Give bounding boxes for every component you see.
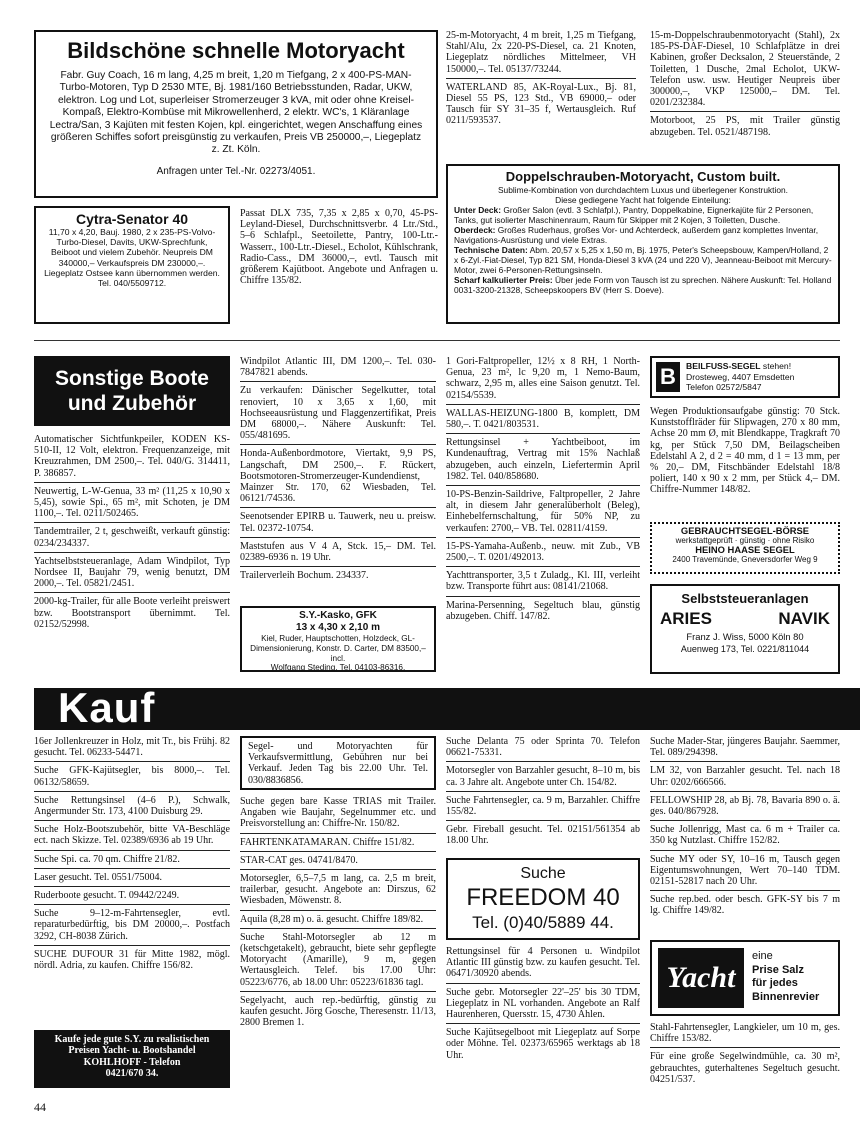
column-2-mid	[240, 356, 436, 584]
yacht-logo: Yacht	[658, 948, 744, 1008]
beilfuss-logo-icon: B	[656, 362, 680, 392]
classified-ad: Suche Fahrtensegler, ca. 9 m, Barzahler. Chiffre 155/82.	[446, 794, 640, 818]
classified-ad: Yachttransporter, 3,5 t Zuladg., Kl. III, verleiht bzw. Transporte führt aus: 08141/21068.	[446, 570, 640, 593]
classified-ad: WATERLAND 85, AK-Royal-Lux., Bj. 81, Diesel 55 PS, 123 Std., VB 69000,– oder Tausch für SY 31–35 f, Wertausgleich. Ruf 0211/593537.	[446, 81, 636, 127]
column-3-kauf	[446, 736, 640, 850]
column-2-kauf	[240, 796, 436, 1031]
yacht-slogan: eine Prise Salz für jedes Binnenrevier	[752, 950, 820, 1003]
column-3-top	[446, 30, 636, 130]
doppel-unterdeck: Unter Deck: Großer Salon (evtl. 3 Schlafpl.), Pantry, Doppelkabine, Eignerkajüte für 2 Personen, Tanks, gut isolierter Maschinenraum, Raum für Skipper mit 2 Kojen, 3 Toiletten, Dusche.	[454, 205, 814, 225]
sy-kasko-ad-box	[240, 606, 436, 672]
cytra-ad-box	[34, 206, 230, 324]
doppel-preis: Scharf kalkulierter Preis: Über jede Form von Tausch ist zu sprechen. Nähere Auskunft: Tel. Holland 0031-3200-21328, Scheepskoopers BV (Herr S. Doeve).	[454, 275, 832, 295]
ad-body: Fabr. Guy Coach, 16 m lang, 4,25 m breit, 1,20 m Tiefgang, 2 x 400-PS-MAN-Turbo-Motoren, Typ D 2530 MTE, Bj. 1981/160 Betriebsstunden, Radar, UKW, elektron. Log und Lot, superleiser Stromerzeuger 3 kVA, mit oder ohne Kreisel-Kompaß, Elektro-Kombüse mit Mikrowellenherd, 2 elektr. WC's, 1 Kläranlage Lectra/San, 3 Kajüten mit festen Kojen, kpl. eingerichtet, wegen Anschaffung eines größeren Schiffes sofort preisgünstig zu verkaufen, Preis VB 250000,–, Liegeplatz z. Zt. Köln.	[49, 70, 423, 156]
classified-ad: Suche Rettungsinsel (4–6 P.), Schwalk, Angermunder Str. 173, 4100 Duisburg 29.	[34, 794, 230, 818]
classified-ad: Yachtselbststeueranlage, Adam Windpilot, Typ Nordsee II, Baujahr 79, wenig benutzt, DM 2000,–. Tel. 05821/2451.	[34, 555, 230, 590]
classified-ad: Windpilot Atlantic III, DM 1200,–. Tel. 030-7847821 abends.	[240, 356, 436, 379]
doppel-oberdeck: Oberdeck: Großes Ruderhaus, großes Vor- und Achterdeck, außerdem ganz komplettes Inventar, Navigations-Ausrüstung und viele Extras.	[454, 225, 819, 245]
kasko-body: Kiel, Ruder, Hauptschotten, Holzdeck, GL-Dimensionierung, Konstr. D. Carter, DM 83500,– incl.	[250, 634, 426, 663]
classified-ad: Automatischer Sichtfunkpeiler, KODEN KS-510-II, 12 Volt, elektron. Frequenzanzeige, mit Kreuzrahmen, DM 2500,–. Tel. 040/G. 314411, P. 386857.	[34, 434, 230, 479]
ad-contact: Anfragen unter Tel.-Nr. 02273/4051.	[156, 165, 316, 177]
classified-ad: Neuwertig, L-W-Genua, 33 m² (11,25 x 10,90 x 5,45), sowie Spi., 65 m², mit Schoten, je DM 1100,–. Tel. 0211/502465.	[34, 485, 230, 520]
classified-ad: Zu verkaufen: Dänischer Segelkutter, total renoviert, 10 x 3,65 x 1,60, mit Hochseeausrüstung und Flaggenzertifikat, Preis DM 68000,–. Nähere Auskunft: Tel. 055/481695.	[240, 385, 436, 442]
classified-ad: FELLOWSHIP 28, ab Bj. 78, Bavaria 890 o. ä. ges. 040/867928.	[650, 794, 840, 818]
classified-ad: Suche Jollenrigg, Mast ca. 6 m + Trailer ca. 350 kg Nutzlast. Chiffre 152/82.	[650, 824, 840, 847]
classified-ad: Marina-Persenning, Segeltuch blau, günstig abzugeben. Chiff. 147/82.	[446, 599, 640, 622]
section-header-sonstige: Sonstige Boote und Zubehör	[34, 356, 230, 426]
classified-ad: 15-PS-Yamaha-Außenb., neuw. mit Zub., VB 2500,–. T. 0201/492013.	[446, 540, 640, 564]
kasko-contact: Wolfgang Steding, Tel. 04103-86316.	[270, 663, 406, 673]
passat-ad	[240, 208, 438, 289]
classified-ad: Motorsegler von Barzahler gesucht, 8–10 m, bis ca. 3 Jahre alt. Angebote unter Ch. 154/82.	[446, 765, 640, 788]
classified-ad: 10-PS-Benzin-Saildrive, Faltpropeller, 2 Jahre alt, in diesem Jahr generalüberholt (Beleg), Einhebelfernschaltung, für 50% NP, zu verkaufen: 2700,– VB. Tel. 02811/4159.	[446, 489, 640, 534]
page-number: 44	[34, 1100, 46, 1114]
cytra-tel: Tel. 040/5509712.	[97, 278, 167, 289]
column-1-kauf	[34, 736, 230, 974]
kohlhoff-ad-box: Kaufe jede gute S.Y. zu realistischen Preisen Yacht- u. Bootshandel KOHLHOFF - Telefon 0421/670 34.	[34, 1030, 230, 1088]
classified-ad: Gebr. Fireball gesucht. Tel. 02151/561354 ab 18.00 Uhr.	[446, 824, 640, 847]
classified-ad: Passat DLX 735, 7,35 x 2,85 x 0,70, 45-PS-Leyland-Diesel, Durchschnittsverbr. 4 Ltr./Std., 5–6 Schlafpl., Seetoilette, Pantry, 100-Ltr.-Wasserr., 100-Ltr.-Diesel., Echolot, Kühlschrank, Radio-Cass., DM 36000,–, evtl. Tausch mit größerem Kajütboot. Angebote und Anfragen u. Chiffre 135/82.	[240, 208, 438, 287]
column-4-kauf	[650, 736, 840, 920]
ad-title: Bildschöne schnelle Motoryacht	[67, 38, 405, 63]
beilfuss-ad-box	[650, 356, 840, 398]
kasko-dims: 13 x 4,30 x 2,10 m	[296, 622, 380, 633]
classified-ad: Suche Mader-Star, jüngeres Baujahr. Saemmer, Tel. 089/294398.	[650, 736, 840, 759]
kasko-title: S.Y.-Kasko, GFK	[299, 610, 377, 621]
classified-ad: Honda-Außenbordmotore, Viertakt, 9,9 PS, Langschaft, DM 2500,–. F. Rückert, Bootsmotoren-Stromerzeuger-Kundendienst, Mainzer Str. 170, 62 Wiesbaden, Tel. 06121/74536.	[240, 448, 436, 505]
column-4-kauf-lower	[650, 1022, 840, 1088]
beilfuss-text: BEILFUSS-SEGEL stehen! Drosteweg, 4407 Emsdetten Telefon 02572/5847	[686, 361, 795, 393]
section-divider	[34, 340, 840, 341]
classified-ad: STAR-CAT ges. 04741/8470.	[240, 854, 358, 866]
classified-ad: Aquila (8,28 m) o. ä. gesucht. Chiffre 189/82.	[240, 913, 424, 925]
gebrauchtsegel-ad-box: GEBRAUCHTSEGEL-BÖRSE werkstattgeprüft · günstig · ohne Risiko HEINO HAASE SEGEL 2400 Travemünde, Gneversdorfer Weg 9	[650, 522, 840, 574]
classified-ad: Suche gegen bare Kasse TRIAS mit Trailer. Angaben wie Baujahr, Segelnummer etc. und Preisvorstellung an: Chiffre-Nr. 150/82.	[240, 796, 436, 830]
classified-ad: Für eine große Segelwindmühle, ca. 30 m², gebrauchtes, guterhaltenes Segeltuch gesucht. 04251/537.	[650, 1051, 840, 1085]
classified-ad: SUCHE DUFOUR 31 für Mitte 1982, mögl. nördl. Adria, zu kaufen. Chiffre 156/82.	[34, 948, 230, 972]
classified-ad: Suche GFK-Kajütsegler, bis 8000,–. Tel. 06132/58659.	[34, 765, 230, 788]
classified-ad: Suche Stahl-Motorsegler ab 12 m (ketschgetakelt), gebraucht, biete sehr gepflegte Motoryacht (Amarille), 9 m, gegen Wertausgleich. Telef. bis 17.00 Uhr: 05223/6776, ab 18.00 Uhr: 05223/61836 tagl.	[240, 931, 436, 988]
classified-ad: LM 32, von Barzahler gesucht. Tel. nach 18 Uhr: 0202/666566.	[650, 765, 840, 788]
classified-ad: Rettungsinsel für 4 Personen u. Windpilot Atlantic III günstig bzw. zu kaufen gesucht. Tel. 06471/30920 abends.	[446, 946, 640, 980]
doppel-technik: Technische Daten: Abm. 20,57 x 5,25 x 1,50 m, Bj. 1975, Peter's Scheepsbouw, Kampen/Holland, 2 x 6-Zyl.-Fiat-Diesel, Typ 821 SM, Honda-Diesel 3 kVA (24 und 220 V), Jeanneau-Beiboot mit Mercury-Motor, zwei 6-Personen-Rettungsinseln.	[454, 245, 832, 275]
classified-ad: Maststufen aus V 4 A, Stck. 15,– DM. Tel. 02389-6936 n. 19 Uhr.	[240, 540, 436, 564]
classified-ad: Suche Holz-Bootszubehör, bitte VA-Beschläge ect. nach Skizze. Tel. 02389/6936 ab 19 Uhr.	[34, 824, 230, 847]
classified-ad: Motorboot, 25 PS, mit Trailer günstig abzugeben. Tel. 0521/487198.	[650, 115, 840, 138]
classified-ad: Trailerverleih Bochum. 234337.	[240, 570, 369, 582]
classified-ad: 25-m-Motoryacht, 4 m breit, 1,25 m Tiefgang, Stahl/Alu, 2x 220-PS-Diesel, ca. 21 Knoten, Liegeplatz nördliches Mittelmeer, VH 150000,–. Tel. 05137/73244.	[446, 30, 636, 75]
classified-ad: Suche rep.bed. oder besch. GFK-SY bis 7 m lg. Chiffre 149/82.	[650, 894, 840, 917]
classified-ad: 15-m-Doppelschraubenmotoryacht (Stahl), 2x 185-PS-DAF-Diesel, 10 Schlafplätze in drei Kabinen, großer Decksalon, 2 Steuerstände, 2 Toiletten, 1 Dusche, 2mal Echolot, UKW-Telefon usw. usw. Heutiger Neupreis über 300000,–, VKP 125000,– DM. Tel. 0201/232384.	[650, 30, 840, 109]
classified-ad: Suche Delanta 75 oder Sprinta 70. Telefon 06621-75331.	[446, 736, 640, 759]
classified-ad: Suche MY oder SY, 10–16 m, Tausch gegen Eigentumswohnungen, Wert 70–140 TDM. 02151-52817 nach 20 Uhr.	[650, 853, 840, 888]
column-3-mid	[446, 356, 640, 625]
classified-ad: Tandemtrailer, 2 t, geschweißt, verkauft günstig: 0234/234337.	[34, 526, 230, 549]
classified-ad: 16er Jollenkreuzer in Holz, mit Tr., bis Frühj. 82 gesucht. Tel. 06233-54471.	[34, 736, 230, 759]
doppel-sub2: Diese gediegene Yacht hat folgende Einteilung:	[555, 195, 731, 205]
classified-ad: Wegen Produktionsaufgabe günstig: 70 Stck. Kunststofflräder für Slipwagen, 270 x 80 mm, Achse 20 mm Ø, mit Blendkappe, Tragkraft 70 kg, per Stück 7,50 DM, Beilagscheiben Edelstahl A 2, d 2 = 40 mm, d 1 = 13 mm, per % 20,– DM, Fitschbänder Edelstahl 18/8 poliert, 140 x 90 x 2 mm, per Stück 4,– DM. Chiffre-Nummer 148/82.	[650, 406, 840, 496]
classified-ad: Laser gesucht. Tel. 0551/75004.	[34, 871, 162, 883]
classified-ad: Rettungsinsel + Yachtbeiboot, im Kundenauftrag, Vertrag mit 15% Nachlaß abzugeben, auch einzeln, Liefertermin April 1982. Tel. 040/858680.	[446, 437, 640, 482]
doppelschrauben-ad-box	[446, 164, 840, 324]
column-4-mid	[650, 406, 840, 499]
classified-ad: Suche Kajütsegelboot mit Liegeplatz auf Sorpe oder Möhne. Tel. 02373/65965 werktags ab 18 Uhr.	[446, 1027, 640, 1061]
classified-ad: Suche Spi. ca. 70 qm. Chiffre 21/82.	[34, 853, 180, 865]
vermittlung-ad-box: Segel- und Motoryachten für Verkaufsvermittlung, Gebühren nur bei Verkauf. Jeden Tag bis 22.00 Uhr. Tel. 030/8836856.	[240, 736, 436, 790]
classified-ad: FAHRTENKATAMARAN. Chiffre 151/82.	[240, 836, 415, 848]
classified-ad: WALLAS-HEIZUNG-1800 B, komplett, DM 580,–. T. 0421/803531.	[446, 407, 640, 431]
doppel-sub1: Sublime-Kombination von durchdachtem Luxus und überlegener Konstruktion.	[497, 185, 789, 195]
classified-ad: 2000-kg-Trailer, für alle Boote verleiht preiswert bzw. Bootstransport übernimmt. Tel. 02152/52998.	[34, 596, 230, 630]
section-header-kauf: Kauf	[34, 688, 860, 730]
classified-ad: Suche 9–12-m-Fahrtensegler, evtl. reparaturbedürftig, bis DM 20000,–. Postfach 3292, CH-8038 Zürich.	[34, 908, 230, 942]
classified-ad: Seenotsender EPIRB u. Tauwerk, neu u. preisw. Tel. 02372-10754.	[240, 511, 436, 534]
classified-ad: Stahl-Fahrtensegler, Langkieler, um 10 m, ges. Chiffre 153/82.	[650, 1022, 840, 1045]
classified-ad: Motorsegler, 6,5–7,5 m lang, ca. 2,5 m breit, trailerbar, gesucht. Angebote an: Dirszus, 62 Wiesbaden, Möwenstr. 8.	[240, 873, 436, 907]
freedom-ad-box: Suche FREEDOM 40 Tel. (0)40/5889 44.	[446, 858, 640, 940]
cytra-title: Cytra-Senator 40	[75, 211, 189, 227]
doppel-title: Doppelschrauben-Motoryacht, Custom built.	[505, 169, 781, 184]
classified-ad: Ruderboote gesucht. T. 09442/2249.	[34, 890, 180, 902]
classified-ad: Suche gebr. Motorsegler 22'–25' bis 30 TDM, Liegeplatz in NL vorhanden. Angebote an Ralf Haurenheren, Quersstr. 15, 4730 Ahlen.	[446, 986, 640, 1021]
yacht-magazine-ad-box	[650, 940, 840, 1016]
classified-ad: Segelyacht, auch rep.-bedürftig, günstig zu kaufen gesucht. Jörg Gosche, Theresenstr. 11/13, 2800 Bremen 1.	[240, 994, 436, 1029]
classified-ad: 1 Gori-Faltpropeller, 12½ x 8 RH, 1 North-Genua, 23 m², lc 9,20 m, 1 Nemo-Baum, schwarz, 2,95 m, alles eine Saison genutzt. Tel. 02154/5539.	[446, 356, 640, 401]
cytra-body: 11,70 x 4,20, Bauj. 1980, 2 x 235-PS-Volvo-Turbo-Diesel, Davits, UKW-Sprechfunk, Beiboot und vielem Zubehör. Neupreis DM 340000,– Verkaufspreis DM 230000,–. Liegeplatz Ostsee kann übernommen werden.	[44, 227, 220, 278]
aries-ad-box: Selbststeueranlagen ARIES NAVIK Franz J. Wiss, 5000 Köln 80 Auenweg 173, Tel. 0221/811044	[650, 584, 840, 674]
column-4-top	[650, 30, 840, 141]
motoryacht-ad-box	[34, 30, 438, 198]
column-3-kauf-lower	[446, 946, 640, 1064]
column-1-mid	[34, 434, 230, 633]
